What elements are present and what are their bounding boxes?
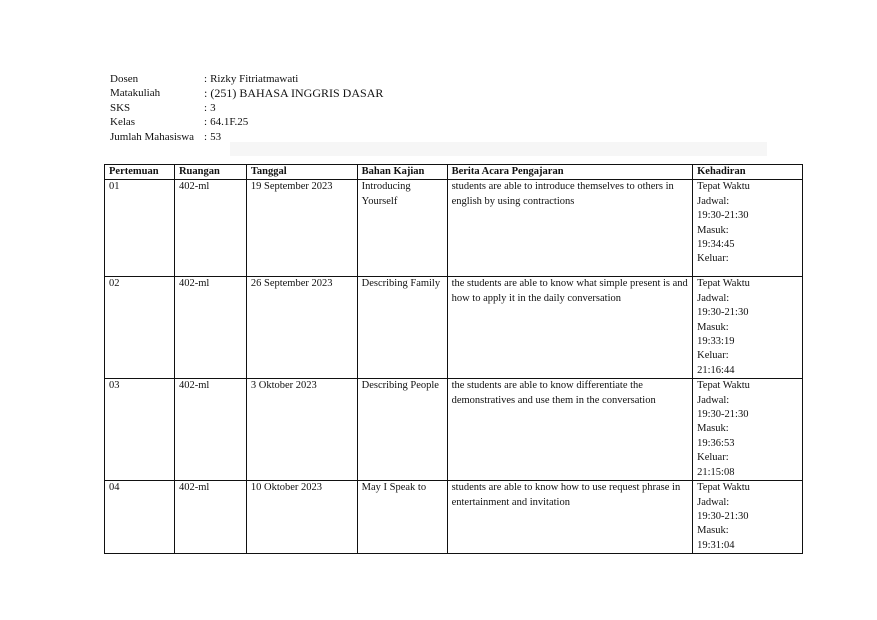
separator: :	[204, 101, 208, 114]
kehadiran-line: 19:30-21:30	[697, 510, 749, 522]
dosen-value: Rizky Fitriatmawati	[210, 73, 299, 85]
cell-bahan-kajian: Describing People	[357, 379, 447, 481]
kehadiran-line: Masuk:	[697, 525, 729, 537]
cell-tanggal: 3 Oktober 2023	[246, 379, 357, 481]
kehadiran-line: Masuk:	[697, 224, 729, 236]
cell-kehadiran	[693, 379, 803, 481]
info-shade	[230, 142, 767, 156]
cell-bahan-kajian: May I Speak to	[357, 481, 447, 554]
cell-ruangan: 402-ml	[174, 481, 246, 554]
cell-berita-acara: the students are able to know what simple present is and how to apply it in the daily conversation	[447, 277, 693, 379]
cell-pertemuan: 02	[105, 277, 175, 379]
cell-pertemuan: 01	[105, 180, 175, 277]
kehadiran-line: 21:16:44	[697, 364, 735, 376]
header-kehadiran: Kehadiran	[693, 165, 803, 180]
table-header-row	[105, 165, 803, 180]
kehadiran-line: 19:30-21:30	[697, 210, 749, 222]
cell-tanggal: 10 Oktober 2023	[246, 481, 357, 554]
kehadiran-line: Keluar:	[697, 253, 729, 265]
kehadiran-line: Masuk:	[697, 423, 729, 435]
separator: :	[204, 73, 208, 85]
cell-kehadiran	[693, 277, 803, 379]
separator: :	[204, 130, 208, 143]
cell-ruangan: 402-ml	[174, 379, 246, 481]
sks-label: SKS	[110, 101, 131, 114]
separator: :	[204, 86, 208, 101]
table-row	[105, 379, 803, 481]
header-pertemuan: Pertemuan	[105, 165, 175, 180]
cell-bahan-kajian: Describing Family	[357, 277, 447, 379]
header-bahan-kajian: Bahan Kajian	[357, 165, 447, 180]
course-info	[110, 72, 383, 144]
kehadiran-line: Keluar:	[697, 350, 729, 362]
cell-kehadiran	[693, 180, 803, 277]
sks-value: 3	[210, 101, 216, 114]
kehadiran-line: 19:30-21:30	[697, 409, 749, 421]
header-berita-acara: Berita Acara Pengajaran	[447, 165, 693, 180]
cell-berita-acara: students are able to introduce themselves to others in english by using contractions	[447, 180, 693, 277]
cell-berita-acara: the students are able to know differentiate the demonstratives and use them in the conversation	[447, 379, 693, 481]
cell-ruangan: 402-ml	[174, 277, 246, 379]
info-row-sks	[110, 101, 383, 115]
cell-pertemuan: 03	[105, 379, 175, 481]
kehadiran-line: Masuk:	[697, 321, 729, 333]
header-tanggal: Tanggal	[246, 165, 357, 180]
cell-kehadiran	[693, 481, 803, 554]
info-row-matakuliah	[110, 86, 383, 100]
kehadiran-line: 19:31:04	[697, 539, 735, 551]
header-ruangan: Ruangan	[174, 165, 246, 180]
kehadiran-line: 19:33:19	[697, 336, 735, 348]
info-row-dosen	[110, 72, 383, 86]
kehadiran-line: 19:30-21:30	[697, 307, 749, 319]
table-row	[105, 180, 803, 277]
kehadiran-line: Jadwal:	[697, 394, 730, 406]
table-row	[105, 277, 803, 379]
cell-berita-acara: students are able to know how to use request phrase in entertainment and invitation	[447, 481, 693, 554]
kehadiran-line: 19:36:53	[697, 437, 735, 449]
kehadiran-line: Jadwal:	[697, 292, 730, 304]
schedule-table	[104, 164, 803, 554]
info-row-kelas	[110, 115, 383, 129]
cell-tanggal: 26 September 2023	[246, 277, 357, 379]
kehadiran-line: 19:34:45	[697, 239, 735, 251]
cell-bahan-kajian: Introducing Yourself	[357, 180, 447, 277]
kehadiran-line: 21:15:08	[697, 466, 735, 478]
kehadiran-line: Tepat Waktu	[697, 482, 750, 494]
jumlah-label: Jumlah Mahasiswa	[110, 130, 195, 143]
jumlah-value: 53	[210, 130, 222, 143]
kehadiran-line: Tepat Waktu	[697, 380, 750, 392]
cell-ruangan: 402-ml	[174, 180, 246, 277]
matakuliah-value: (251) BAHASA INGGRIS DASAR	[210, 86, 384, 101]
kehadiran-line: Jadwal:	[697, 195, 730, 207]
cell-tanggal: 19 September 2023	[246, 180, 357, 277]
cell-pertemuan: 04	[105, 481, 175, 554]
separator: :	[204, 116, 208, 129]
kelas-label: Kelas	[110, 116, 136, 129]
kehadiran-line: Keluar:	[697, 452, 729, 464]
dosen-label: Dosen	[110, 73, 139, 85]
kelas-value: 64.1F.25	[210, 116, 249, 129]
kehadiran-line: Jadwal:	[697, 496, 730, 508]
kehadiran-line: Tepat Waktu	[697, 278, 750, 290]
table-row	[105, 481, 803, 554]
info-row-jumlah	[110, 130, 383, 144]
matakuliah-label: Matakuliah	[110, 87, 161, 100]
kehadiran-line: Tepat Waktu	[697, 181, 750, 193]
